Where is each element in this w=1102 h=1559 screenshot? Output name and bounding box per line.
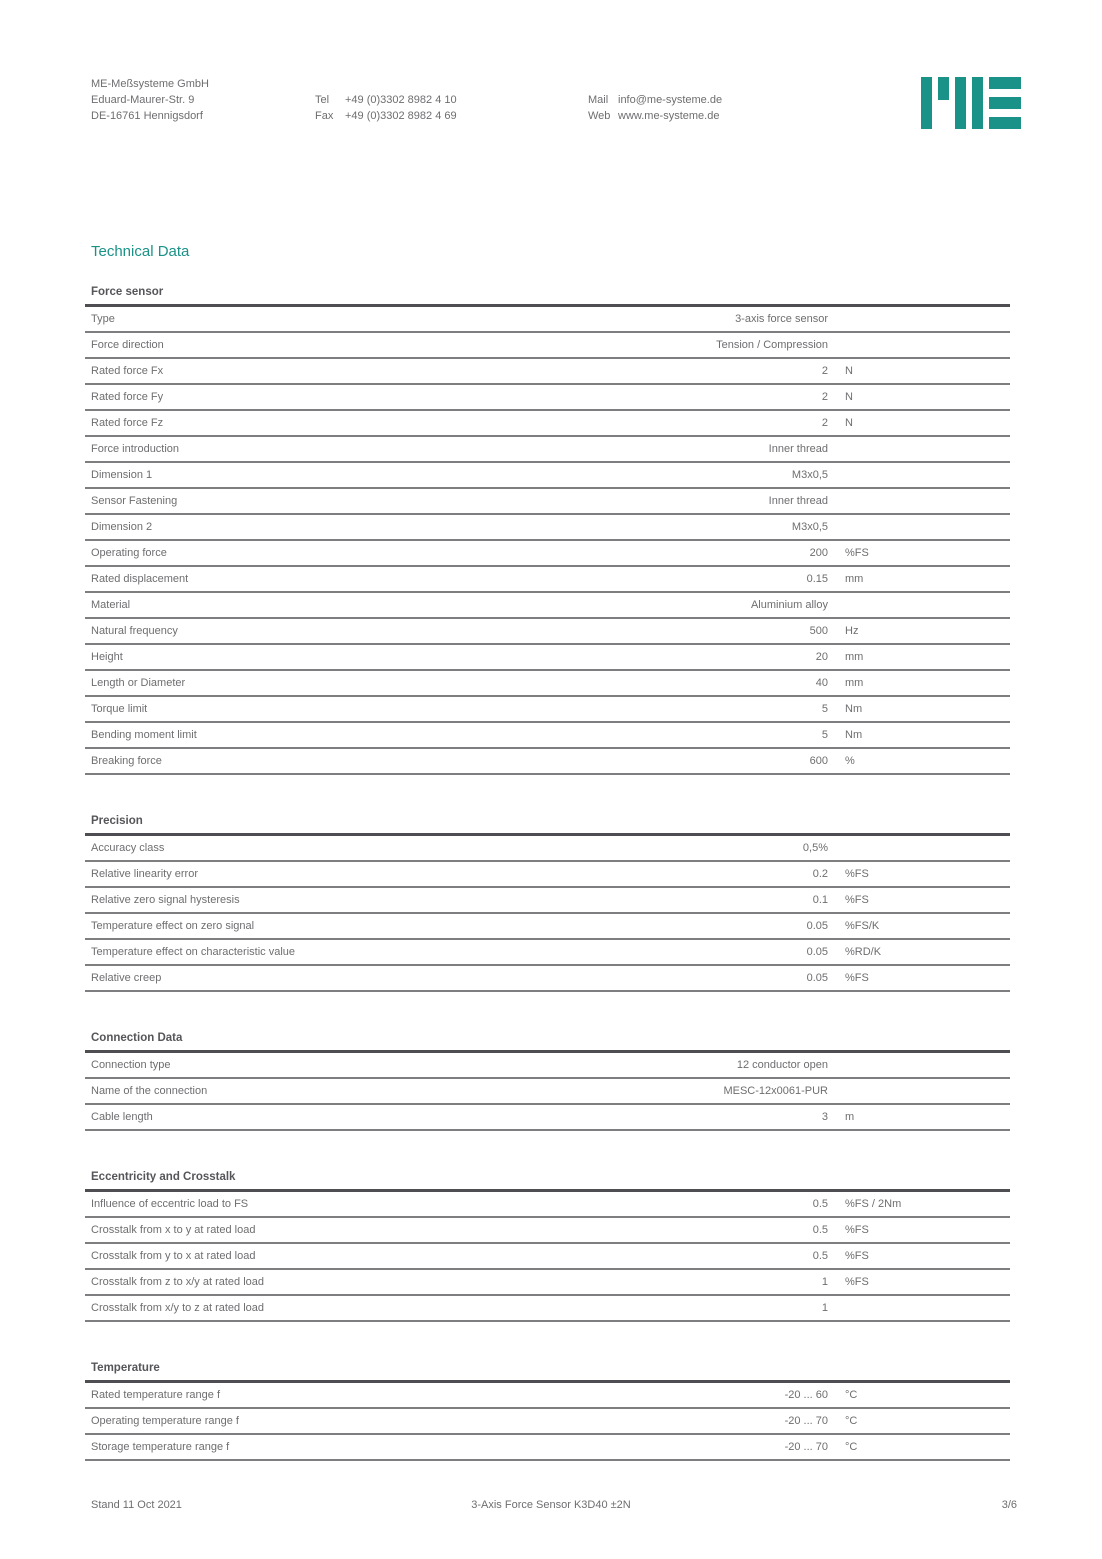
table-row: [85, 307, 1010, 333]
row-value: 500: [809, 625, 828, 637]
row-value: Inner thread: [768, 495, 828, 507]
company-street: Eduard-Maurer-Str. 9: [91, 94, 195, 106]
row-label: Relative creep: [91, 972, 162, 984]
table-row: [85, 1105, 1010, 1131]
row-label: Influence of eccentric load to FS: [91, 1198, 249, 1210]
section-title: Connection Data: [85, 1032, 1010, 1053]
row-value: 2: [821, 417, 828, 429]
section-title: Force sensor: [85, 286, 1010, 307]
mail-row: [588, 92, 722, 108]
row-value: 0.2: [812, 868, 828, 880]
row-unit: Hz: [845, 625, 859, 637]
sections-container: [85, 286, 1010, 1461]
section-title: Eccentricity and Crosstalk: [85, 1171, 1010, 1192]
me-systeme-logo-icon: [921, 77, 1021, 129]
table-row: [85, 515, 1010, 541]
section-rows: [85, 836, 1010, 992]
table-row: [85, 671, 1010, 697]
row-label: Rated displacement: [91, 573, 189, 585]
section-rows: [85, 1053, 1010, 1131]
table-row: [85, 1218, 1010, 1244]
table-row: [85, 593, 1010, 619]
data-section: [85, 1362, 1010, 1461]
logo-e-arm-bottom: [989, 117, 1021, 129]
page-title: Technical Data: [91, 243, 190, 260]
table-row: [85, 1244, 1010, 1270]
row-value: 200: [809, 547, 828, 559]
row-label: Temperature effect on zero signal: [91, 920, 255, 932]
row-value: 0,5%: [802, 842, 828, 854]
table-row: [85, 1409, 1010, 1435]
row-label: Accuracy class: [91, 842, 165, 854]
table-row: [85, 541, 1010, 567]
row-label: Rated force Fy: [91, 391, 164, 403]
logo-e-stem: [972, 77, 983, 129]
company-city: DE-16761 Hennigsdorf: [91, 110, 203, 122]
table-row: [85, 1192, 1010, 1218]
row-unit: %FS/K: [845, 920, 880, 932]
row-label: Breaking force: [91, 755, 162, 767]
section-rows: [85, 1192, 1010, 1322]
row-unit: %: [845, 755, 855, 767]
table-row: [85, 1383, 1010, 1409]
row-unit: %FS / 2Nm: [845, 1198, 902, 1210]
tel-value: +49 (0)3302 8982 4 10: [345, 94, 457, 106]
table-row: [85, 1435, 1010, 1461]
web-label: Web: [588, 110, 611, 122]
online-block: [588, 92, 722, 124]
table-row: [85, 1079, 1010, 1105]
company-name: ME-Meßsysteme GmbH: [91, 78, 209, 90]
row-value: 1: [821, 1276, 828, 1288]
table-row: [85, 359, 1010, 385]
row-label: Force direction: [91, 339, 164, 351]
row-unit: %FS: [845, 868, 869, 880]
row-value: 0.05: [806, 920, 828, 932]
row-label: Operating temperature range f: [91, 1415, 239, 1427]
row-label: Rated force Fx: [91, 365, 164, 377]
row-label: Storage temperature range f: [91, 1441, 230, 1453]
table-row: [85, 723, 1010, 749]
row-label: Dimension 1: [91, 469, 153, 481]
row-unit: N: [845, 365, 853, 377]
row-unit: %RD/K: [845, 946, 882, 958]
row-unit: %FS: [845, 1224, 869, 1236]
row-label: Crosstalk from x to y at rated load: [91, 1224, 256, 1236]
row-label: Torque limit: [91, 703, 148, 715]
row-label: Dimension 2: [91, 521, 153, 533]
row-label: Rated temperature range f: [91, 1389, 221, 1401]
row-label: Connection type: [91, 1059, 171, 1071]
web-row: [588, 108, 722, 124]
table-row: [85, 385, 1010, 411]
row-label: Natural frequency: [91, 625, 178, 637]
row-label: Operating force: [91, 547, 167, 559]
row-label: Name of the connection: [91, 1085, 208, 1097]
row-unit: °C: [845, 1415, 858, 1427]
row-unit: %FS: [845, 972, 869, 984]
row-label: Rated force Fz: [91, 417, 164, 429]
row-label: Bending moment limit: [91, 729, 197, 741]
row-value: 0.15: [806, 573, 828, 585]
row-value: MESC-12x0061-PUR: [723, 1085, 828, 1097]
row-unit: %FS: [845, 1250, 869, 1262]
table-row: [85, 619, 1010, 645]
section-title: Precision: [85, 815, 1010, 836]
table-row: [85, 749, 1010, 775]
row-unit: mm: [845, 677, 864, 689]
table-row: [85, 463, 1010, 489]
row-value: -20 ... 70: [784, 1441, 828, 1453]
logo-e-arm-middle: [989, 97, 1021, 109]
logo-m-bar-right: [955, 77, 966, 129]
row-label: Sensor Fastening: [91, 495, 178, 507]
row-label: Length or Diameter: [91, 677, 186, 689]
tel-label: Tel: [315, 94, 330, 106]
section-rows: [85, 307, 1010, 775]
section-title: Temperature: [85, 1362, 1010, 1383]
row-unit: mm: [845, 651, 864, 663]
row-unit: Nm: [845, 729, 863, 741]
logo-m-bar-middle: [938, 77, 949, 100]
row-value: 0.1: [812, 894, 828, 906]
row-value: 20: [815, 651, 828, 663]
row-value: 0.05: [806, 972, 828, 984]
table-row: [85, 966, 1010, 992]
table-row: [85, 411, 1010, 437]
table-row: [85, 567, 1010, 593]
footer-revision-date: Stand 11 Oct 2021: [91, 1499, 182, 1511]
data-section: [85, 1171, 1010, 1322]
row-value: M3x0,5: [791, 521, 828, 533]
row-value: 2: [821, 391, 828, 403]
row-value: 1: [821, 1302, 828, 1314]
row-value: M3x0,5: [791, 469, 828, 481]
table-row: [85, 697, 1010, 723]
row-unit: %FS: [845, 1276, 869, 1288]
row-label: Crosstalk from x/y to z at rated load: [91, 1302, 265, 1314]
fax-value: +49 (0)3302 8982 4 69: [345, 110, 457, 122]
row-label: Force introduction: [91, 443, 180, 455]
data-section: [85, 286, 1010, 775]
row-unit: N: [845, 391, 853, 403]
row-value: 2: [821, 365, 828, 377]
row-unit: N: [845, 417, 853, 429]
row-label: Crosstalk from y to x at rated load: [91, 1250, 256, 1262]
row-value: 3-axis force sensor: [735, 313, 828, 325]
logo-m-bar-left: [921, 77, 932, 129]
row-unit: Nm: [845, 703, 863, 715]
row-value: 5: [821, 729, 828, 741]
row-value: 3: [821, 1111, 828, 1123]
fax-label: Fax: [315, 110, 334, 122]
footer-document-title: 3-Axis Force Sensor K3D40 ±2N: [471, 1499, 631, 1511]
row-label: Temperature effect on characteristic value: [91, 946, 296, 958]
row-label: Height: [91, 651, 123, 663]
table-row: [85, 862, 1010, 888]
row-unit: m: [845, 1111, 855, 1123]
row-unit: °C: [845, 1441, 858, 1453]
row-value: -20 ... 60: [784, 1389, 828, 1401]
row-label: Crosstalk from z to x/y at rated load: [91, 1276, 265, 1288]
mail-value: info@me-systeme.de: [618, 94, 723, 106]
table-row: [85, 1053, 1010, 1079]
data-section: [85, 1032, 1010, 1131]
table-row: [85, 1270, 1010, 1296]
row-unit: mm: [845, 573, 864, 585]
table-row: [85, 437, 1010, 463]
fax-row: [315, 108, 457, 124]
row-value: 5: [821, 703, 828, 715]
row-value: 12 conductor open: [736, 1059, 828, 1071]
table-row: [85, 940, 1010, 966]
logo-e-arm-top: [989, 77, 1021, 89]
table-row: [85, 1296, 1010, 1322]
footer-page-number: 3/6: [1001, 1499, 1017, 1511]
row-value: -20 ... 70: [784, 1415, 828, 1427]
contact-block: [315, 92, 457, 124]
table-row: [85, 489, 1010, 515]
row-unit: °C: [845, 1389, 858, 1401]
logo-e-arms: [989, 77, 1021, 129]
table-row: [85, 836, 1010, 862]
mail-label: Mail: [588, 94, 609, 106]
row-value: Tension / Compression: [716, 339, 828, 351]
row-value: Aluminium alloy: [750, 599, 828, 611]
tel-row: [315, 92, 457, 108]
row-label: Cable length: [91, 1111, 153, 1123]
table-row: [85, 914, 1010, 940]
row-value: 0.5: [812, 1198, 828, 1210]
row-unit: %FS: [845, 894, 869, 906]
row-value: 40: [815, 677, 828, 689]
row-value: 0.5: [812, 1224, 828, 1236]
company-address-block: [91, 76, 209, 124]
row-value: 0.5: [812, 1250, 828, 1262]
row-label: Material: [91, 599, 131, 611]
data-section: [85, 815, 1010, 992]
table-row: [85, 888, 1010, 914]
row-value: Inner thread: [768, 443, 828, 455]
row-value: 0.05: [806, 946, 828, 958]
row-unit: %FS: [845, 547, 869, 559]
section-rows: [85, 1383, 1010, 1461]
row-label: Type: [91, 313, 115, 325]
table-row: [85, 333, 1010, 359]
row-label: Relative linearity error: [91, 868, 198, 880]
row-value: 600: [809, 755, 828, 767]
row-label: Relative zero signal hysteresis: [91, 894, 240, 906]
web-value: www.me-systeme.de: [618, 110, 720, 122]
table-row: [85, 645, 1010, 671]
